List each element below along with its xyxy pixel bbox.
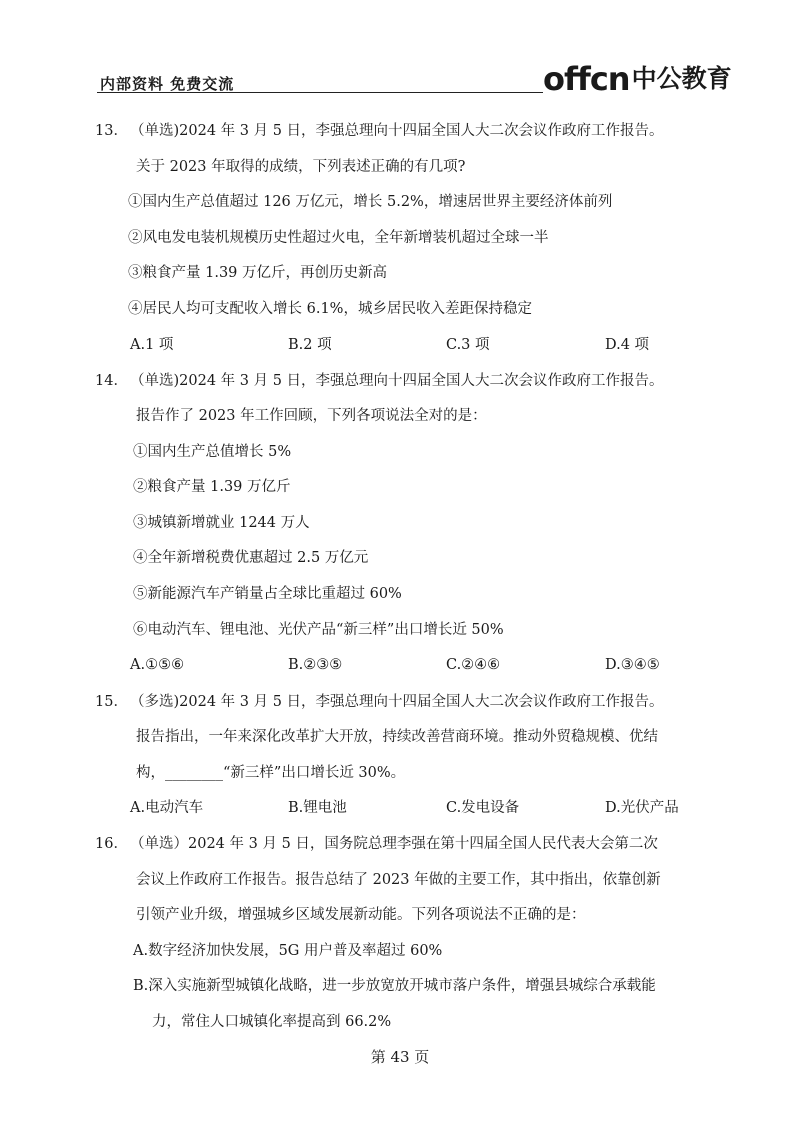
answer-option-b: B.2 项 (288, 337, 332, 353)
answer-option-a: A.数字经济加快发展，5G 用户普及率超过 60% (133, 943, 443, 959)
statement-item: ①国内生产总值超过 126 万亿元，增长 5.2%，增速居世界主要经济体前列 (128, 194, 613, 210)
question-text: 报告作了 2023 年工作回顾，下列各项说法全对的是： (136, 408, 487, 424)
statement-item: ③城镇新增就业 1244 万人 (133, 515, 310, 531)
statement-item: ①国内生产总值增长 5% (133, 444, 292, 460)
question-number: 15． (95, 694, 128, 710)
question-number: 14． (95, 373, 128, 389)
logo-latin-text: offcn (543, 60, 630, 98)
statement-item: ④全年新增税费优惠超过 2.5 万亿元 (133, 550, 369, 566)
question-text: 关于 2023 年取得的成绩，下列表述正确的有几项? (136, 159, 466, 175)
answer-option-b-continued: 力，常住人口城镇化率提高到 66.2% (152, 1014, 392, 1030)
statement-item: ③粮食产量 1.39 万亿斤，再创历史新高 (128, 265, 388, 281)
statement-item: ⑥电动汽车、锂电池、光伏产品“新三样”出口增长近 50% (133, 622, 504, 638)
statement-item: ②风电发电装机规模历史性超过火电，全年新增装机超过全球一半 (128, 230, 549, 246)
offcn-logo (543, 60, 732, 96)
statement-item: ④居民人均可支配收入增长 6.1%，城乡居民收入差距保持稳定 (128, 301, 532, 317)
answer-option-b: B.②③⑤ (288, 657, 343, 673)
question-text: （单选)2024 年 3 月 5 日，李强总理向十四届全国人大二次会议作政府工作报告。 (130, 373, 664, 389)
answer-option-a: A.1 项 (130, 337, 174, 353)
page-number: 第 43 页 (370, 1048, 430, 1066)
answer-option-d: D.光伏产品 (605, 800, 679, 816)
question-text: 引领产业升级，增强城乡区域发展新动能。下列各项说法不正确的是： (136, 907, 586, 923)
header-rule (97, 92, 543, 93)
answer-option-d: D.③④⑤ (605, 657, 660, 673)
question-number: 16． (95, 836, 128, 852)
question-text: （单选）2024 年 3 月 5 日，国务院总理李强在第十四届全国人民代表大会第二次 (130, 836, 658, 852)
answer-option-c: C.②④⑥ (446, 657, 501, 673)
question-text: 报告指出，一年来深化改革扩大开放，持续改善营商环境。推动外贸稳规模、优结 (136, 729, 658, 745)
statement-item: ⑤新能源汽车产销量占全球比重超过 60% (133, 586, 402, 602)
header-label: 内部资料 免费交流 (100, 75, 235, 93)
logo-chinese-text: 中公教育 (631, 64, 732, 93)
question-number: 13． (95, 123, 128, 139)
answer-option-a: A.电动汽车 (130, 800, 204, 816)
answer-option-c: C.发电设备 (446, 800, 520, 816)
question-text: 会议上作政府工作报告。报告总结了 2023 年做的主要工作，其中指出，依靠创新 (136, 872, 661, 888)
answer-option-b: B.锂电池 (288, 800, 347, 816)
question-text: 构，________“新三样”出口增长近 30%。 (136, 765, 406, 781)
question-text: （多选)2024 年 3 月 5 日，李强总理向十四届全国人大二次会议作政府工作报告。 (130, 694, 664, 710)
answer-option-b: B.深入实施新型城镇化战略，进一步放宽放开城市落户条件，增强县城综合承载能 (133, 978, 656, 994)
answer-option-c: C.3 项 (446, 337, 490, 353)
statement-item: ②粮食产量 1.39 万亿斤 (133, 479, 291, 495)
answer-option-d: D.4 项 (605, 337, 650, 353)
question-text: （单选)2024 年 3 月 5 日，李强总理向十四届全国人大二次会议作政府工作报告。 (130, 123, 664, 139)
answer-option-a: A.①⑤⑥ (130, 657, 185, 673)
